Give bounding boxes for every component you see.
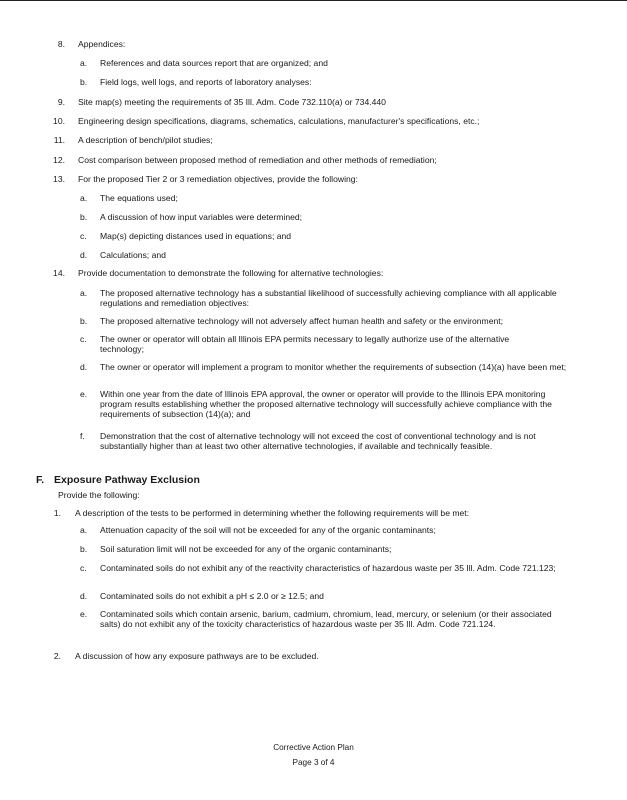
item-13d-letter: d. (80, 250, 88, 260)
item-8b-letter: b. (80, 77, 88, 87)
item-8a-text: References and data sources report that are organized; and (100, 58, 328, 68)
item-11-text: A description of bench/pilot studies; (78, 135, 213, 145)
f-item-2-text: A discussion of how any exposure pathways are to be excluded. (75, 651, 319, 661)
f-item-1a-letter: a. (80, 525, 88, 535)
f-item-1e-text: Contaminated soils which contain arsenic, barium, cadmium, chromium, lead, mercury, or selenium (or their associated salts) do not exhibit any of the toxicity characteristics of hazardous waste per 35 Ill. Adm. Code 721.124. (100, 609, 552, 629)
item-14d-text: The owner or operator will implement a program to monitor whether the requirements of subsection (14)(a) have been met; (100, 362, 567, 372)
section-f-heading (36, 474, 200, 486)
item-10-number: 10. (53, 116, 65, 126)
f-item-1c-text: Contaminated soils do not exhibit any of the reactivity characteristics of hazardous waste per 35 Ill. Adm. Code 721.123; (100, 563, 556, 573)
item-12-number: 12. (53, 155, 65, 165)
item-14d-letter: d. (80, 362, 88, 372)
f-item-1b-text: Soil saturation limit will not be exceeded for any of the organic contaminants; (100, 544, 392, 554)
item-14f-text: Demonstration that the cost of alternative technology will not exceed the cost of conventional technology and is not substantially higher than at least two other alternative technologies, if available and technically feasible. (100, 431, 536, 451)
item-8b-text: Field logs, well logs, and reports of laboratory analyses: (100, 77, 312, 87)
item-14c-text: The owner or operator will obtain all Illinois EPA permits necessary to legally authorize use of the alternative technology; (100, 334, 510, 354)
item-14e-text: Within one year from the date of Illinois EPA approval, the owner or operator will provide to the Illinois EPA monitoring program results establishing whether the proposed alternative technology will successfully achieve compliance with the requirements of subsection (14)(a); and (100, 389, 552, 419)
item-13a-text: The equations used; (100, 193, 178, 203)
item-14-number: 14. (53, 268, 65, 278)
item-14e-letter: e. (80, 389, 88, 399)
f-item-1a-text: Attenuation capacity of the soil will not be exceeded for any of the organic contaminants; (100, 525, 436, 535)
top-rule (0, 0, 627, 1)
item-8-number: 8. (57, 39, 65, 49)
item-14a-letter: a. (80, 288, 88, 298)
item-10-text: Engineering design specifications, diagrams, schematics, calculations, manufacturer's specifications, etc.; (78, 116, 480, 126)
section-f-intro: Provide the following: (58, 490, 140, 500)
f-item-2-number: 2. (53, 651, 61, 661)
item-14a-text: The proposed alternative technology has a substantial likelihood of successfully achieving compliance with all applicable regulations and remediation objectives: (100, 288, 557, 308)
section-f-letter: F. (36, 474, 45, 486)
item-14b-text: The proposed alternative technology will not adversely affect human health and safety or the environment; (100, 316, 504, 326)
item-9-number: 9. (57, 97, 65, 107)
footer-page-number: Page 3 of 4 (292, 758, 335, 767)
f-item-1e-letter: e. (80, 609, 88, 619)
f-item-1d-text: Contaminated soils do not exhibit a pH ≤ 2.0 or ≥ 12.5; and (100, 591, 324, 601)
f-item-1c-letter: c. (80, 563, 87, 573)
f-item-1b-letter: b. (80, 544, 88, 554)
f-item-1-text: A description of the tests to be performed in determining whether the following requirements will be met: (75, 508, 470, 518)
footer-title: Corrective Action Plan (273, 743, 354, 752)
item-8-text: Appendices: (78, 39, 126, 49)
item-13-number: 13. (53, 174, 65, 184)
item-8a-letter: a. (80, 58, 88, 68)
item-13a-letter: a. (80, 193, 88, 203)
f-item-1-number: 1. (53, 508, 61, 518)
f-item-1d-letter: d. (80, 591, 88, 601)
item-14c-letter: c. (80, 334, 87, 344)
item-14f-letter: f. (80, 431, 85, 441)
item-12-text: Cost comparison between proposed method of remediation and other methods of remediation; (78, 155, 437, 165)
item-9-text: Site map(s) meeting the requirements of 35 Ill. Adm. Code 732.110(a) or 734.440 (78, 97, 386, 107)
item-14b-letter: b. (80, 316, 88, 326)
section-f-title: Exposure Pathway Exclusion (54, 474, 200, 486)
item-13-text: For the proposed Tier 2 or 3 remediation objectives, provide the following: (78, 174, 358, 184)
item-14-text: Provide documentation to demonstrate the following for alternative technologies: (78, 268, 384, 278)
item-13c-letter: c. (80, 231, 87, 241)
item-11-number: 11. (53, 135, 65, 145)
item-13c-text: Map(s) depicting distances used in equations; and (100, 231, 292, 241)
item-13b-letter: b. (80, 212, 88, 222)
item-13b-text: A discussion of how input variables were determined; (100, 212, 303, 222)
item-13d-text: Calculations; and (100, 250, 166, 260)
